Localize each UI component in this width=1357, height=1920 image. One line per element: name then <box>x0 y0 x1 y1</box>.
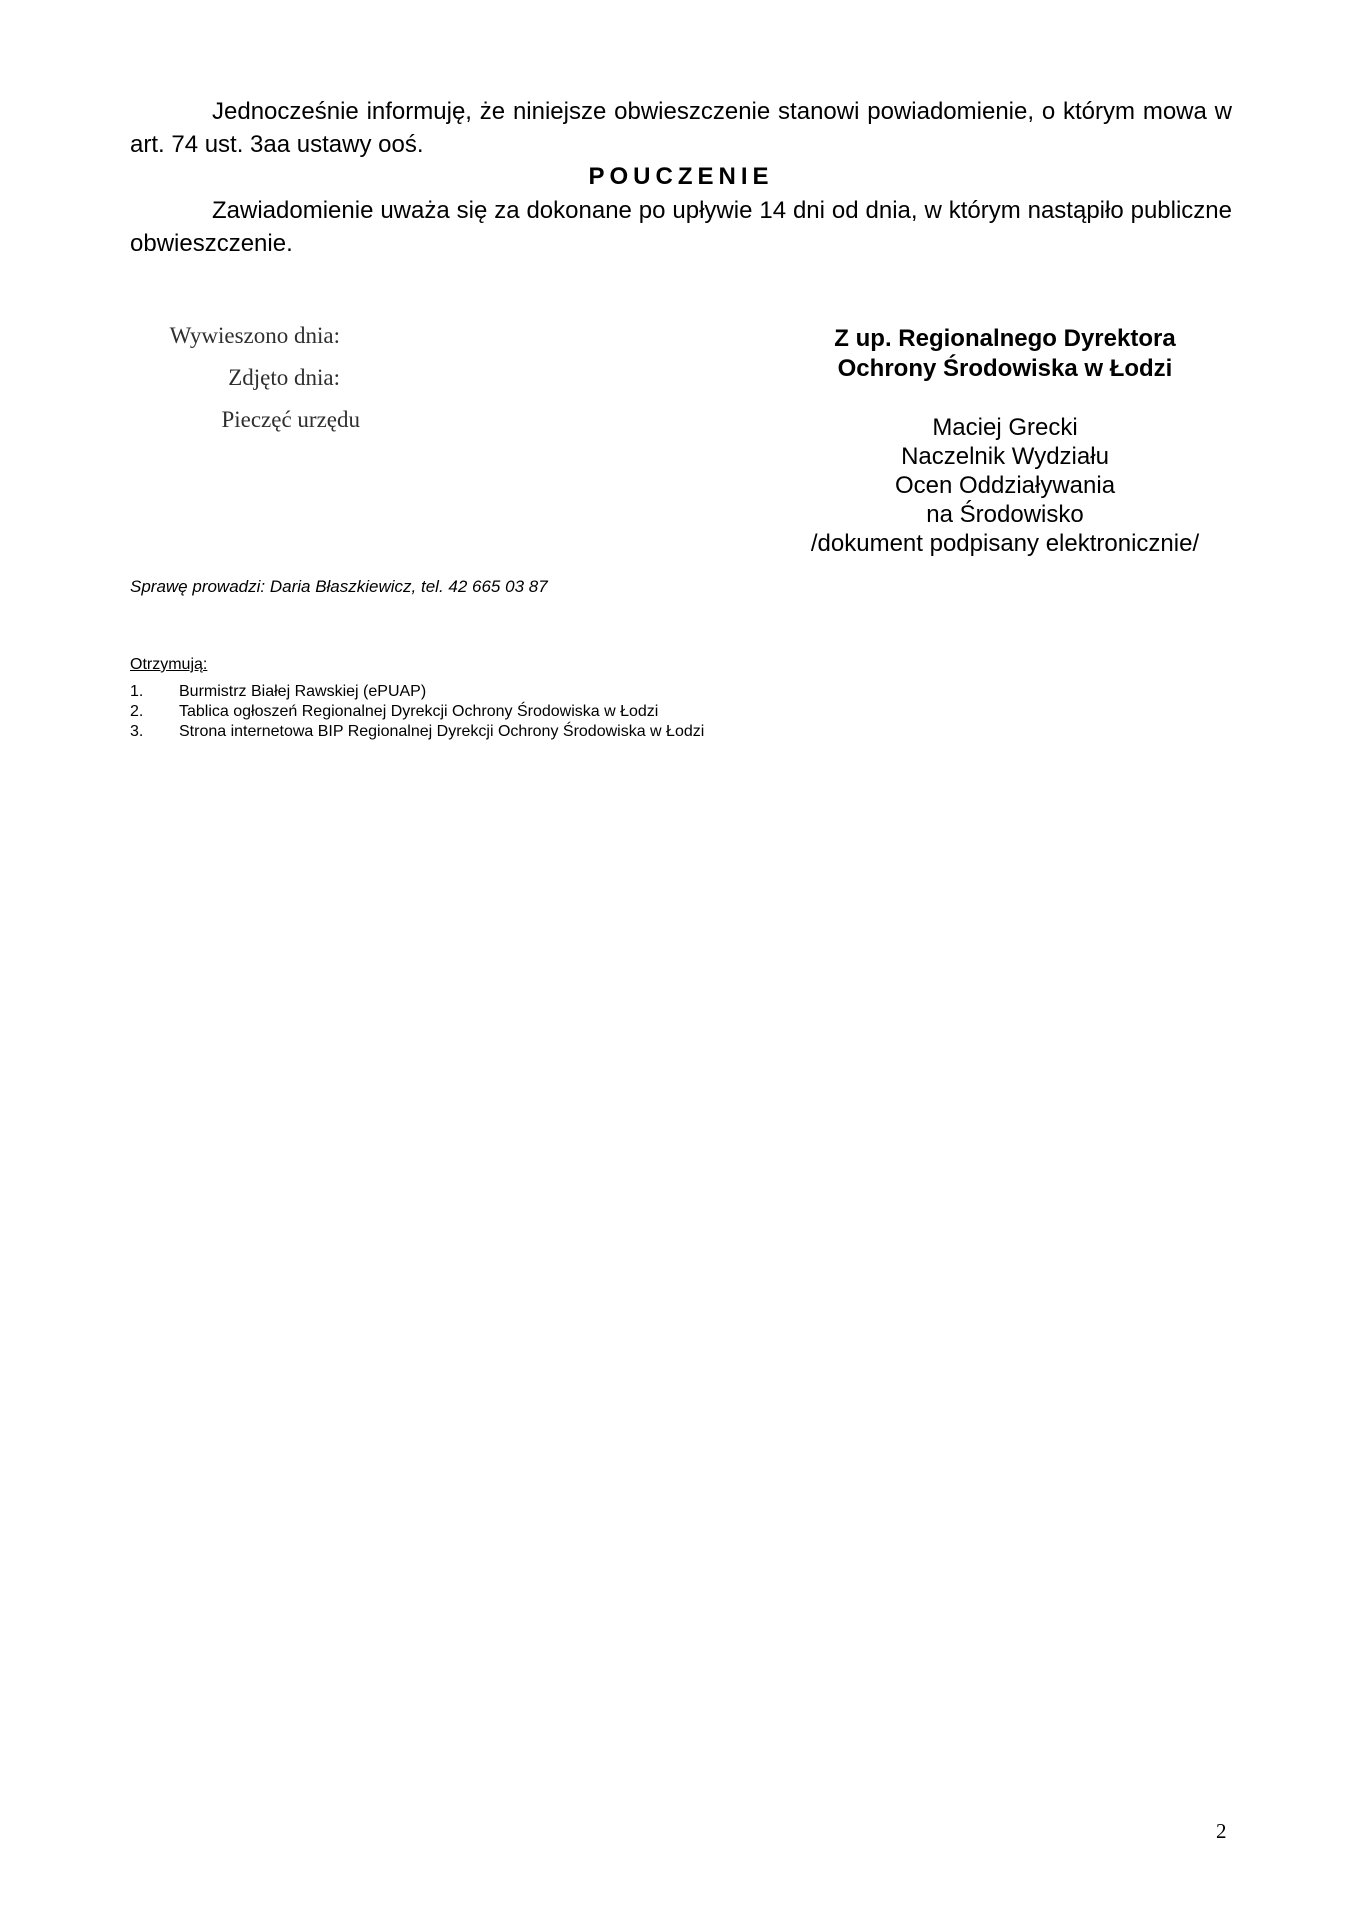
list-item-text: Strona internetowa BIP Regionalnej Dyrekcji Ochrony Środowiska w Łodzi <box>179 723 705 740</box>
signature-person <box>780 413 1230 558</box>
posted-date-label: Wywieszono dnia: <box>169 323 340 348</box>
page-number: 2 <box>1216 1819 1227 1843</box>
instruction-paragraph: Zawiadomienie uważa się za dokonane po upływie 14 dni od dnia, w którym nastąpiło publiczne obwieszczenie. <box>130 197 1232 257</box>
signature-office-line-2: Ochrony Środowiska w Łodzi <box>837 355 1173 382</box>
list-item-number: 2. <box>130 703 144 720</box>
list-item <box>130 702 704 722</box>
removed-date-label: Zdjęto dnia: <box>228 365 340 390</box>
signatory-title-line-3: na Środowisko <box>926 501 1084 528</box>
signature-office <box>780 324 1230 384</box>
signature-office-line-1: Z up. Regionalnego Dyrektora <box>834 325 1176 352</box>
recipients-title: Otrzymują: <box>130 656 208 673</box>
notice-paragraph: Jednocześnie informuję, że niniejsze obwieszczenie stanowi powiadomienie, o którym mowa w art. 74 ust. 3aa ustawy ooś. <box>130 98 1232 158</box>
signatory-name: Maciej Grecki <box>932 414 1078 441</box>
case-handler: Sprawę prowadzi: Daria Błaszkiewicz, tel. 42 665 03 87 <box>130 577 548 596</box>
list-item <box>130 722 704 742</box>
list-item-text: Tablica ogłoszeń Regionalnej Dyrekcji Ochrony Środowiska w Łodzi <box>179 703 659 720</box>
signatory-title-line-2: Ocen Oddziaływania <box>894 472 1116 499</box>
posting-stamp <box>130 315 360 441</box>
office-seal-label: Pieczęć urzędu <box>221 407 360 432</box>
electronic-signature-note: /dokument podpisany elektronicznie/ <box>810 530 1200 557</box>
list-item-number: 3. <box>130 723 144 740</box>
recipients-list <box>130 682 704 742</box>
instruction-heading: POUCZENIE <box>588 163 774 190</box>
signature-block <box>780 324 1230 558</box>
list-item <box>130 682 704 702</box>
list-item-text: Burmistrz Białej Rawskiej (ePUAP) <box>179 683 427 700</box>
signatory-title-line-1: Naczelnik Wydziału <box>901 443 1109 470</box>
list-item-number: 1. <box>130 683 144 700</box>
